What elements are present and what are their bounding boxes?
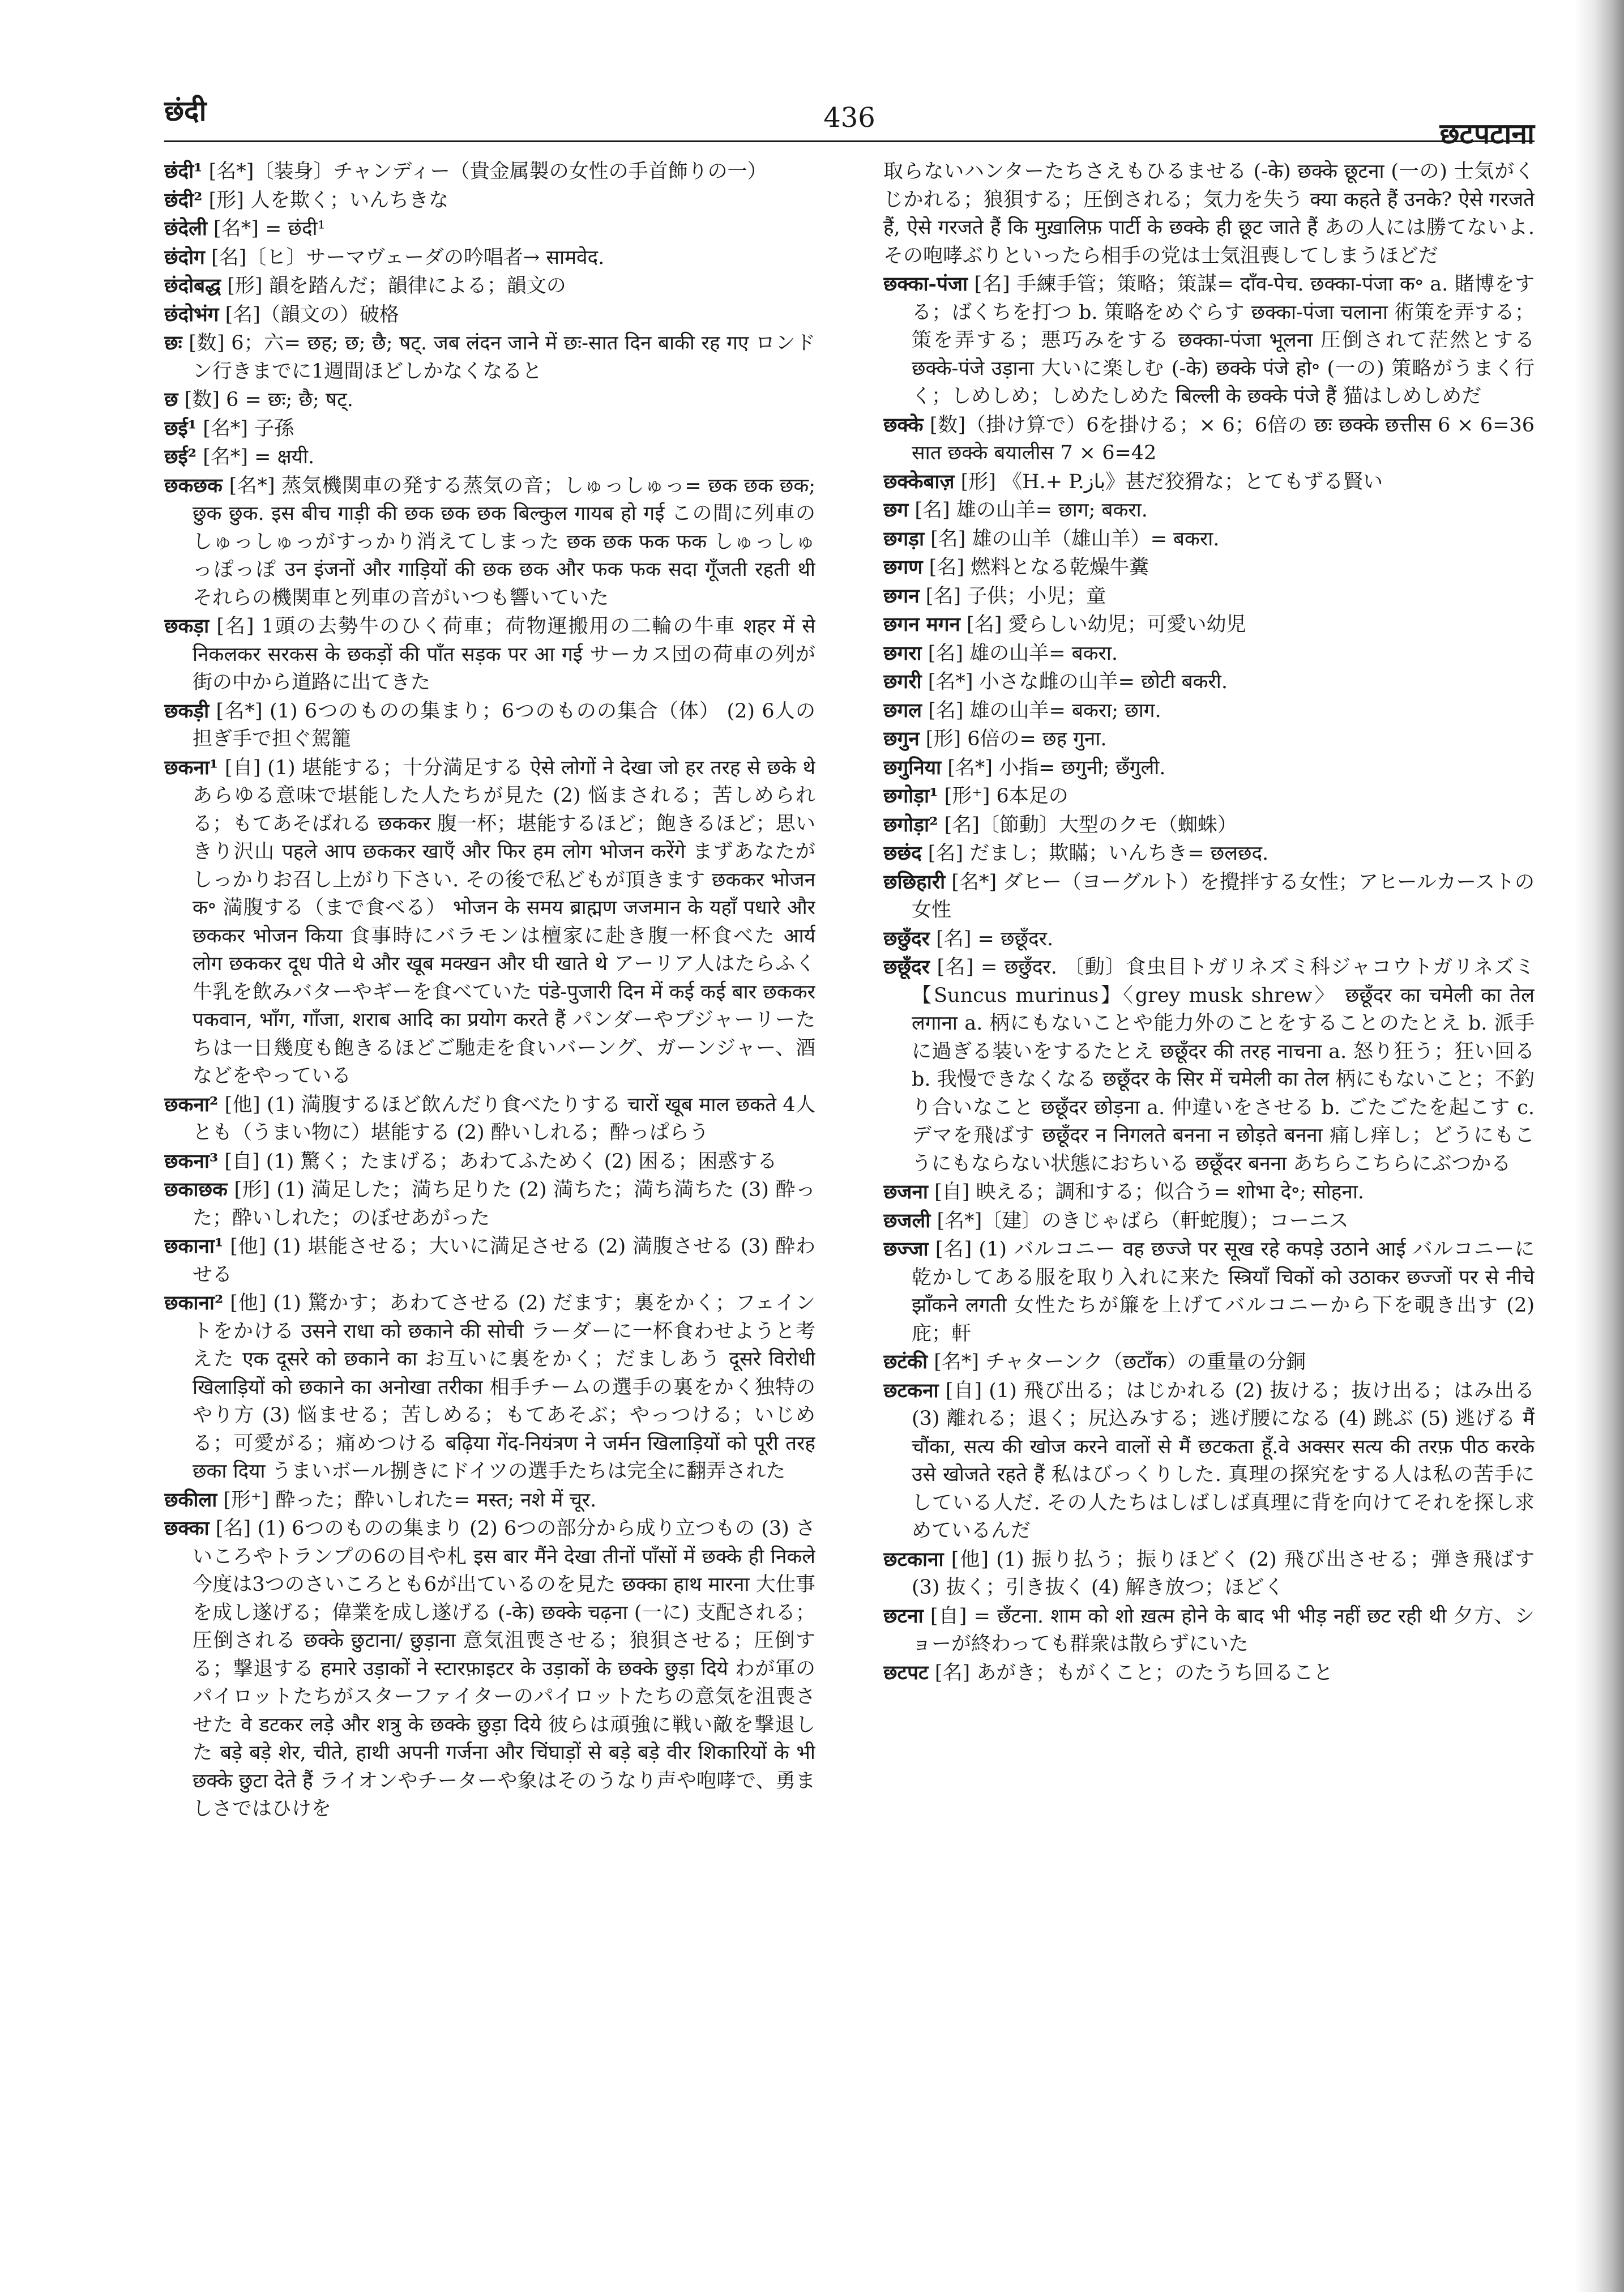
entry-headword: छई² [164, 445, 197, 468]
entry-headword: छक्के [883, 413, 924, 437]
dictionary-entry [883, 553, 1535, 582]
dictionary-entry [164, 215, 815, 244]
dictionary-entry [883, 1602, 1535, 1659]
page-header [164, 85, 1535, 150]
entry-headword: छगड़ा [883, 527, 925, 550]
entry-definition: [名] 雄の山羊（雄山羊）= बकरा. [924, 527, 1220, 550]
entry-headword: छंदोबद्ध [164, 274, 221, 297]
entry-definition: [形] 6倍の= छह गुना. [919, 728, 1107, 750]
dictionary-entry [164, 1147, 815, 1176]
dictionary-entry [883, 411, 1535, 468]
dictionary-entry [164, 1176, 815, 1232]
entry-headword: छजली [883, 1209, 931, 1232]
entry-definition: [名*] (1) 6つのものの集まり；6つのものの集合（体） (2) 6人の担ぎ手で担ぐ駕籠 [193, 699, 815, 750]
entry-headword: छछूँदर [883, 955, 930, 979]
entry-headword: छछुँदर [883, 927, 930, 950]
entry-headword: छगरी [883, 670, 922, 693]
dictionary-entry [883, 1659, 1535, 1688]
entry-definition: [名*] 小さな雌の山羊= छोटी बकरी. [921, 671, 1228, 693]
entry-definition: [数]（掛け算で）6を掛ける；× 6；6倍の छः छक्के छत्तीस 6 × 6=36 सात छक्के बयालीस 7 × 6=42 [912, 413, 1535, 464]
entry-headword: छंदी² [164, 188, 203, 212]
dictionary-entry [164, 415, 815, 443]
entry-headword: छ [164, 388, 178, 411]
dictionary-entry [883, 270, 1535, 411]
entry-definition: [形] 韻を踏んだ；韻律による；韻文の [221, 275, 566, 297]
entry-headword: छकना¹ [164, 756, 219, 779]
dictionary-entry [883, 582, 1535, 611]
entry-headword: छगोड़ा¹ [883, 784, 938, 808]
dictionary-entry-continuation [883, 157, 1535, 270]
dictionary-entry [883, 1377, 1535, 1546]
entry-definition: [名*] = छंदी¹ [207, 217, 326, 240]
dictionary-entry [164, 386, 815, 415]
entry-definition: [形⁺] 6本足の [938, 785, 1069, 808]
entry-headword: छटकाना [883, 1547, 944, 1571]
dictionary-entry [883, 496, 1535, 525]
entry-headword: छग [883, 498, 909, 522]
dictionary-entry [164, 443, 815, 472]
right-running-headword: छटपटाना [1439, 117, 1535, 150]
entry-headword: छकाना¹ [164, 1235, 224, 1258]
entry-headword: छई¹ [164, 416, 197, 440]
entry-headword: छटकना [883, 1378, 939, 1402]
entry-headword: छंदेली [164, 217, 207, 240]
entry-definition: [他] (1) 振り払う；振りほどく (2) 飛び出させる；弾き飛ばす (3) 抜く；引き抜く (4) 解き放つ；ほどく [912, 1548, 1535, 1599]
dictionary-entry [883, 697, 1535, 725]
entry-definition: [数] 6 = छः; छै; षट्. [178, 389, 353, 411]
dictionary-entry [883, 839, 1535, 868]
dictionary-entry [883, 611, 1535, 639]
right-column [883, 157, 1535, 2225]
dictionary-entry [883, 639, 1535, 668]
dictionary-entry [883, 953, 1535, 1178]
entry-definition: [名]〔ヒ〕サーマヴェーダの吟唱者→ सामवेद. [204, 246, 605, 269]
entry-headword: छजना [883, 1180, 928, 1203]
entry-headword: छगरा [883, 641, 922, 665]
entry-definition: [名]〔節動〕大型のクモ（蜘蛛） [938, 813, 1237, 836]
entry-headword: छक्केबाज़ [883, 470, 955, 493]
entry-definition: [自] (1) 堪能する；十分満足する ऐसे लोगों ने देखा जो हर तरह से छके थे あらゆる意味で堪能した人たちが見た (2) 悩まされる；苦しめられる；もてあそばれる छककर 腹一杯；堪能するほど；飽きるほど；思いきり沢山 पहले आप छककर खाएँ और फिर हम लोग भोजन करेंगे まずあなたがしっかりお召し上がり下さい. その後で私どもが頂きます छककर भोजन क॰ 満腹する（まで食べる） भोजन के समय ब्राह्मण जजमान के यहाँ पधारे और छककर भोजन किया 食事時にバラモンは檀家に赴き腹一杯食べた आर्य लोग छककर दूध पीते थे और खूब मक्खन और घी खाते थे アーリア人はたらふく牛乳を飲みバターやギーを食べていた पंडे-पुजारी दिन में कई कई बार छककर पकवान, भाँग, गाँजा, शराब आदि का प्रयोग करते हैं パンダーやプジャーリーたちは一日幾度も飽きるほどご馳走を食いバーング、ガーンジャー、酒などをやっている [193, 756, 815, 1087]
dictionary-entry [883, 1546, 1535, 1602]
dictionary-entry [883, 782, 1535, 811]
entry-headword: छंदोभंग [164, 302, 219, 326]
dictionary-entry [164, 1514, 815, 1824]
scan-page-edge [1574, 0, 1624, 2292]
entry-definition: [名] 雄の山羊= बकरा. [921, 642, 1118, 665]
dictionary-entry [164, 157, 815, 186]
entry-headword: छक्का-पंजा [883, 272, 968, 296]
entry-headword: छकना³ [164, 1149, 219, 1173]
dictionary-entry [883, 1348, 1535, 1377]
dictionary-entry [164, 301, 815, 330]
entry-headword: छगन [883, 584, 920, 608]
entry-definition: [名] あがき；もがくこと；のたうち回ること [928, 1661, 1334, 1684]
entry-headword: छगल [883, 698, 922, 722]
entry-definition: [形] 《H.+ P.باز》甚だ狡猾な；とてもずる賢い [954, 470, 1383, 493]
entry-headword: छगुन [883, 727, 920, 750]
entry-headword: छगोड़ा² [883, 813, 938, 836]
dictionary-entry [883, 868, 1535, 925]
dictionary-entry [883, 668, 1535, 697]
entry-headword: छंदोग [164, 245, 205, 269]
entry-definition: [他] (1) 満腹するほど飲んだり食べたりする चारों खूब माल छकते 4人とも（うまい物に）堪能する (2) 酔いしれる；酔っぱらう [193, 1093, 815, 1144]
entry-definition: [形] 人を欺く；いんちきな [202, 189, 449, 212]
entry-definition: [名*] チャターンク（छटाँक）の重量の分銅 [928, 1351, 1306, 1373]
left-column [164, 157, 815, 2225]
entry-definition: [自] (1) 驚く；たまげる；あわてふためく (2) 困る；困惑する [218, 1150, 777, 1173]
dictionary-entry [883, 1235, 1535, 1348]
entry-definition: [自] = छँटना. शाम को शो ख़त्म होने के बाद भी भीड़ नहीं छट रही थी 夕方、ショーが終わっても群衆は散らずにいた [912, 1604, 1535, 1655]
entry-headword: छछंद [883, 842, 922, 865]
entry-definition: [名] 雄の山羊= बकरा; छाग. [921, 699, 1161, 722]
entry-headword: छकाछक [164, 1178, 228, 1201]
entry-definition: [形⁺] 酔った；酔いしれた= मस्त; नशे में चूर. [217, 1488, 597, 1512]
entry-definition: [名] (1) 6つのものの集まり (2) 6つの部分から成り立つもの (3) さいころやトランプの6の目や札 इस बार मैंने देखा तीनों पाँसों में छक्के ही निकले 今度は3つのさいころとも6が出ているのを見た छक्का हाथ मारना 大仕事を成し遂げる；偉業を成し遂げる (-के) छक्के चढ़ना (一に) 支配される；圧倒される छक्के छुटाना/ छुड़ाना 意気沮喪させる；狼狽させる；圧倒する；撃退する हमारे उड़ाकों ने स्टारफ़ाइटर के उड़ाकों के छक्के छुड़ा दिये わが軍のパイロットたちがスターファイターのパイロットたちの意気を沮喪させた वे डटकर लड़े और शत्रु के छक्के छुड़ा दिये 彼らは頑強に戦い敵を撃退した बड़े बड़े शेर, चीते, हाथी अपनी गर्जना और चिंघाड़ों से बड़े बड़े वीर शिकारियों के भी छक्के छुटा देते हैं ライオンやチーターや象はそのうなり声や咆哮で、勇ましさではひけを [193, 1517, 815, 1820]
entry-definition: [名*] ダヒー（ヨーグルト）を攪拌する女性；アヒールカーストの女性 [912, 870, 1535, 921]
dictionary-entry [883, 1207, 1535, 1236]
entry-headword: छंदी¹ [164, 160, 203, 183]
entry-definition: [自] (1) 飛び出る；はじかれる (2) 抜ける；抜け出る；はみ出る (3) 離れる；退く；尻込みする；逃げ腰になる (4) 跳ぶ (5) 逃げる मैं चौंका, सत्य की खोज करने वालों से मैं छटकता हूँ.वे अक्सर सत्य की तरफ़ पीठ करके उसे खोजते रहते हैं 私はびっくりした. 真理の探究をする人は私の苦手にしている人だ. その人たちはしばしば真理に背を向けてそれを探し求めているんだ [912, 1379, 1535, 1542]
dictionary-entry [164, 1486, 815, 1515]
dictionary-entry [164, 754, 815, 1091]
entry-headword: छकीला [164, 1488, 217, 1512]
entry-definition: [名] 1頭の去勢牛のひく荷車；荷物運搬用の二輪の牛車 शहर में से निकलकर सरकस के छकड़ों की पाँत सड़क पर आ गई サーカス団の荷車の列が街の中から道路に出てきた [193, 615, 815, 694]
entry-definition: [名*] 子孫 [196, 417, 294, 440]
entry-headword: छछिहारी [883, 870, 946, 894]
entry-definition: 取らないハンターたちさえもひるませる (-के) छक्के छूटना (一の) 士気がくじかれる；狼狽する；圧倒される；気力を失う क्या कहते हैं उनके? ऐसे गरजते हैं, ऐसे गरजते हैं कि मुख़ालिफ़ पार्टी के छक्के ही छूट जाते हैं あの人には勝てないよ. その咆哮ぶりといったら相手の党は士気沮喪してしまうほどだ [883, 160, 1535, 267]
entry-headword: छटपट [883, 1661, 929, 1684]
entry-definition: [名*]〔建〕のきじゃばら（軒蛇腹）；コーニス [930, 1209, 1349, 1232]
entry-definition: [名] = छछूँदर. [929, 927, 1054, 950]
entry-definition: [名*] = क्षयी. [196, 446, 315, 468]
entry-headword: छटंकी [883, 1350, 928, 1373]
entry-definition: [名]（韻文の）破格 [219, 303, 399, 326]
entry-headword: छकछक [164, 473, 223, 497]
dictionary-entry [883, 811, 1535, 840]
dictionary-entry [164, 472, 815, 613]
entry-definition: [名*] 小指= छगुनी; छँगुली. [941, 756, 1166, 779]
dictionary-entry [883, 1178, 1535, 1207]
dictionary-entry [164, 186, 815, 215]
header-rule [164, 140, 1535, 142]
entry-definition: [名] だまし；欺瞞；いんちき= छलछद. [921, 842, 1269, 865]
dictionary-entry [164, 612, 815, 697]
entry-headword: छकड़ा [164, 614, 210, 638]
dictionary-entry [883, 525, 1535, 554]
dictionary-entry [164, 272, 815, 301]
entry-headword: छः [164, 331, 182, 355]
left-running-headword: छंदी [164, 94, 207, 127]
dictionary-entry [883, 725, 1535, 754]
dictionary-entry [164, 1289, 815, 1486]
entry-headword: छकना² [164, 1092, 219, 1116]
entry-definition: [形] (1) 満足した；満ち足りた (2) 満ちた；満ち満ちた (3) 酔った；酔いしれた；のぼせあがった [193, 1179, 815, 1230]
entry-definition: [自] 映える；調和する；似合う= शोभा दे॰; सोहना. [928, 1181, 1365, 1203]
entry-headword: छटना [883, 1604, 924, 1628]
entry-definition: [名] (1) バルコニー वह छज्जे पर सूख रहे कपड़े उठाने आई バルコニーに乾かしてある服を取り入れに来た स्त्रियाँ चिकों को उठाकर छज्जों पर से नीचे झाँकने लगती 女性たちが簾を上げてバルコニーから下を覗き出す (2) 庇；軒 [912, 1238, 1535, 1345]
dictionary-entry [164, 1091, 815, 1147]
entry-definition: [名*]〔装身〕チャンディー（貴金属製の女性の手首飾りの一） [202, 160, 767, 183]
entry-headword: छगण [883, 556, 923, 579]
entry-headword: छकाना² [164, 1291, 224, 1314]
entry-definition: [数] 6；六= छह; छ; छै; षट्. जब लंदन जाने में छः-सात दिन बाकी रह गए ロンドン行きまでに1週間ほどしかなくなると [182, 332, 815, 383]
entry-definition: [名] = छछुँदर. 〔動〕食虫目トガリネズミ科ジャコウトガリネズミ【Suncus murinus】〈grey musk shrew〉 छछूँदर का चमेली का तेल लगाना a. 柄にもないことや能力外のことをすることのたとえ b. 派手に過ぎる装いをするたとえ छछूँदर की तरह नाचना a. 怒り狂う；狂い回る b. 我慢できなくなる छछूँदर के सिर में चमेली का तेल 柄にもないこと；不釣り合いなこと छछूँदर छोड़ना a. 仲違いをさせる b. ごたごたを起こす c. デマを飛ばす छछूँदर न निगलते बनना न छोड़ते बनना 痛し痒し；どうにもこうにもならない状態におちいる छछूँदर बनना あちらこちらにぶつかる [912, 956, 1535, 1175]
entry-definition: [名] 雄の山羊= छाग; बकरा. [908, 499, 1148, 522]
dictionary-entry [164, 244, 815, 272]
entry-definition: [名*] 蒸気機関車の発する蒸気の音；しゅっしゅっ= छक छक छक; छुक छुक. इस बीच गाड़ी की छक छक छक बिल्कुल गायब हो गई この間に列車のしゅっしゅっがすっかり消えてしまった छक छक फक फक しゅっしゅっぽっぽ उन इंजनों और गाड़ियों की छक छक और फक फक सदा गूँजती रहती थी それらの機関車と列車の音がいつも響いていた [193, 474, 815, 609]
entry-definition: [名] 燃料となる乾燥牛糞 [922, 556, 1149, 579]
entry-headword: छज्जा [883, 1237, 929, 1261]
entry-headword: छकड़ी [164, 699, 210, 723]
entry-definition: [名] 手練手管；策略；策謀= दाँव-पेच. छक्का-पंजा क॰ a. 賭博をする；ばくちを打つ b. 策略をめぐらす छक्का-पंजा चलाना 術策を弄する；策を弄する；悪巧みをする छक्का-पंजा भूलना 圧倒されて茫然とする छक्के-पंजे उड़ाना 大いに楽しむ (-के) छक्के पंजे हो॰ (一の) 策略がうまく行く；しめしめ；しめたしめた बिल्ली के छक्के पंजे हैं 猫はしめしめだ [912, 273, 1535, 408]
entry-definition: [他] (1) 驚かす；あわてさせる (2) だます；裏をかく；フェイントをかける उसने राधा को छकाने की सोची ラーダーに一杯食わせようと考えた एक दूसरे को छकाने का お互いに裏をかく；だましあう दूसरे विरोधी खिलाड़ियों को छकाने का अनोखा तरीका 相手チームの選手の裏をかく独特のやり方 (3) 悩ませる；苦しめる；もてあそぶ；やっつける；いじめる；可愛がる；痛めつける बढ़िया गेंद-नियंत्रण ने जर्मन खिलाड़ियों को पूरी तरह छका दिया うまいボール捌きにドイツの選手たちは完全に翻弄された [193, 1292, 815, 1483]
dictionary-entry [164, 697, 815, 754]
page-number: 436 [823, 102, 875, 134]
entry-definition: [名] 子供；小児；童 [919, 584, 1106, 608]
dictionary-entry [164, 329, 815, 386]
entry-headword: छगुनिया [883, 756, 942, 779]
dictionary-entry [883, 754, 1535, 783]
entry-definition: [名] 愛らしい幼児；可愛い幼児 [960, 613, 1246, 636]
dictionary-entry [164, 1232, 815, 1289]
dictionary-entry [883, 468, 1535, 497]
entry-headword: छक्का [164, 1517, 210, 1540]
entry-definition: [他] (1) 堪能させる；大いに満足させる (2) 満腹させる (3) 酔わせる [193, 1235, 815, 1286]
dictionary-entry [883, 925, 1535, 954]
entry-headword: छगन मगन [883, 613, 960, 636]
